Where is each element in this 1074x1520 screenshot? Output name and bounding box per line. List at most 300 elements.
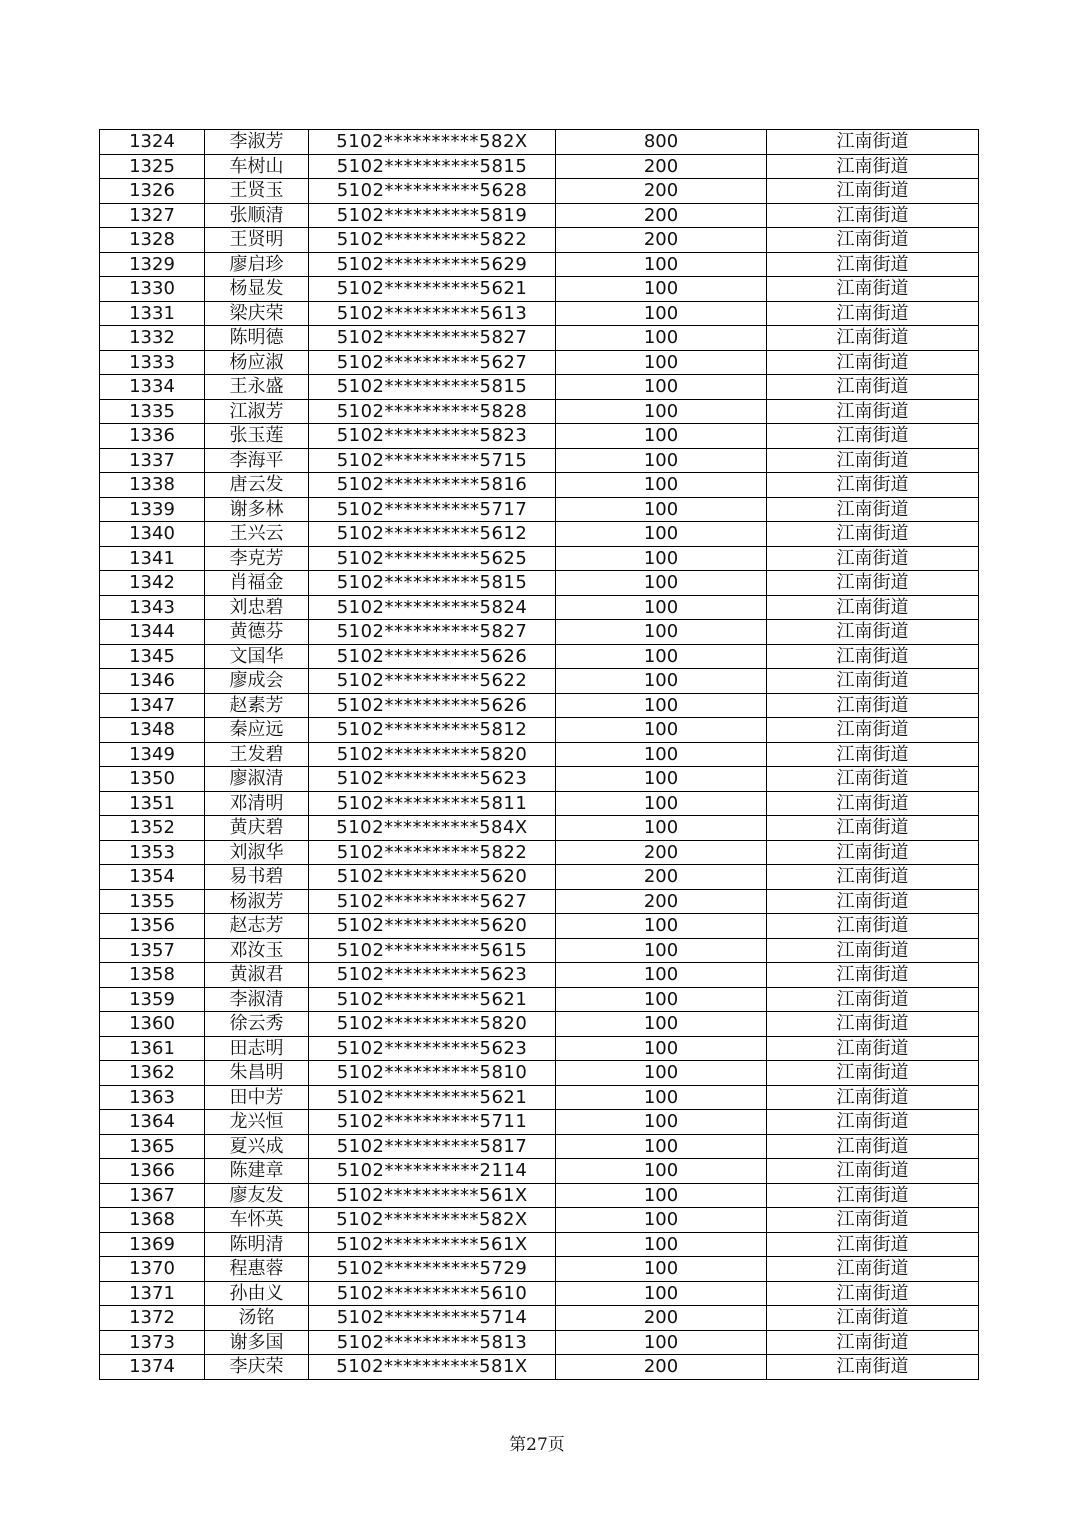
cell-serial-number: 1341 (100, 546, 205, 571)
cell-id-number: 5102**********5819 (309, 203, 556, 228)
cell-id-number: 5102**********5711 (309, 1110, 556, 1135)
cell-amount: 100 (556, 963, 767, 988)
table-row (100, 277, 979, 302)
cell-name: 梁庆荣 (205, 301, 309, 326)
cell-subdistrict: 江南街道 (767, 963, 979, 988)
table-row (100, 522, 979, 547)
cell-subdistrict: 江南街道 (767, 571, 979, 596)
cell-amount: 100 (556, 742, 767, 767)
table-row (100, 987, 979, 1012)
table-row (100, 448, 979, 473)
cell-serial-number: 1362 (100, 1061, 205, 1086)
table-row (100, 1061, 979, 1086)
cell-id-number: 5102**********5815 (309, 571, 556, 596)
cell-amount: 100 (556, 1036, 767, 1061)
cell-subdistrict: 江南街道 (767, 767, 979, 792)
cell-id-number: 5102**********5612 (309, 522, 556, 547)
cell-amount: 200 (556, 889, 767, 914)
cell-subdistrict: 江南街道 (767, 1134, 979, 1159)
cell-amount: 100 (556, 595, 767, 620)
cell-id-number: 5102**********5811 (309, 791, 556, 816)
cell-subdistrict: 江南街道 (767, 1208, 979, 1233)
table-row (100, 767, 979, 792)
cell-name: 陈建章 (205, 1159, 309, 1184)
cell-name: 龙兴恒 (205, 1110, 309, 1135)
cell-serial-number: 1371 (100, 1281, 205, 1306)
cell-name: 赵素芳 (205, 693, 309, 718)
cell-amount: 100 (556, 252, 767, 277)
cell-id-number: 5102**********581X (309, 1355, 556, 1380)
table-row (100, 1232, 979, 1257)
cell-amount: 100 (556, 987, 767, 1012)
cell-name: 肖福金 (205, 571, 309, 596)
cell-subdistrict: 江南街道 (767, 1061, 979, 1086)
cell-name: 谢多国 (205, 1330, 309, 1355)
cell-id-number: 5102**********561X (309, 1183, 556, 1208)
cell-serial-number: 1337 (100, 448, 205, 473)
table-row (100, 840, 979, 865)
cell-subdistrict: 江南街道 (767, 424, 979, 449)
table-row (100, 914, 979, 939)
cell-serial-number: 1370 (100, 1257, 205, 1282)
cell-id-number: 5102**********5621 (309, 987, 556, 1012)
cell-amount: 100 (556, 522, 767, 547)
table-row (100, 326, 979, 351)
cell-amount: 100 (556, 1281, 767, 1306)
cell-name: 谢多林 (205, 497, 309, 522)
table-row (100, 154, 979, 179)
cell-id-number: 5102**********5820 (309, 742, 556, 767)
cell-name: 车树山 (205, 154, 309, 179)
cell-name: 刘忠碧 (205, 595, 309, 620)
table-row (100, 1159, 979, 1184)
cell-serial-number: 1336 (100, 424, 205, 449)
table-row (100, 350, 979, 375)
cell-name: 廖启珍 (205, 252, 309, 277)
cell-id-number: 5102**********5828 (309, 399, 556, 424)
cell-amount: 100 (556, 1061, 767, 1086)
cell-amount: 100 (556, 1134, 767, 1159)
cell-subdistrict: 江南街道 (767, 1012, 979, 1037)
cell-serial-number: 1344 (100, 620, 205, 645)
table-row (100, 669, 979, 694)
cell-subdistrict: 江南街道 (767, 497, 979, 522)
table-row (100, 1281, 979, 1306)
cell-amount: 100 (556, 1330, 767, 1355)
cell-subdistrict: 江南街道 (767, 595, 979, 620)
cell-amount: 100 (556, 375, 767, 400)
cell-subdistrict: 江南街道 (767, 301, 979, 326)
cell-name: 田中芳 (205, 1085, 309, 1110)
cell-serial-number: 1339 (100, 497, 205, 522)
table-row (100, 1085, 979, 1110)
cell-name: 张顺清 (205, 203, 309, 228)
table-body (100, 130, 979, 1380)
cell-amount: 100 (556, 350, 767, 375)
table-row (100, 1330, 979, 1355)
cell-name: 李海平 (205, 448, 309, 473)
table-row (100, 130, 979, 155)
cell-id-number: 5102**********5621 (309, 1085, 556, 1110)
cell-subdistrict: 江南街道 (767, 546, 979, 571)
cell-subdistrict: 江南街道 (767, 987, 979, 1012)
cell-subdistrict: 江南街道 (767, 522, 979, 547)
cell-serial-number: 1359 (100, 987, 205, 1012)
cell-amount: 100 (556, 301, 767, 326)
cell-subdistrict: 江南街道 (767, 375, 979, 400)
cell-serial-number: 1327 (100, 203, 205, 228)
cell-id-number: 5102**********5822 (309, 228, 556, 253)
cell-amount: 100 (556, 1183, 767, 1208)
cell-name: 杨淑芳 (205, 889, 309, 914)
cell-id-number: 5102**********5615 (309, 938, 556, 963)
table-row (100, 252, 979, 277)
cell-subdistrict: 江南街道 (767, 1183, 979, 1208)
cell-name: 黄德芬 (205, 620, 309, 645)
cell-name: 邓汝玉 (205, 938, 309, 963)
cell-subdistrict: 江南街道 (767, 1159, 979, 1184)
cell-name: 汤铭 (205, 1306, 309, 1331)
cell-subdistrict: 江南街道 (767, 1257, 979, 1282)
cell-name: 李克芳 (205, 546, 309, 571)
cell-amount: 100 (556, 399, 767, 424)
cell-amount: 100 (556, 1012, 767, 1037)
cell-serial-number: 1367 (100, 1183, 205, 1208)
cell-subdistrict: 江南街道 (767, 179, 979, 204)
table-row (100, 889, 979, 914)
cell-serial-number: 1324 (100, 130, 205, 155)
cell-serial-number: 1331 (100, 301, 205, 326)
cell-name: 江淑芳 (205, 399, 309, 424)
cell-subdistrict: 江南街道 (767, 130, 979, 155)
cell-serial-number: 1351 (100, 791, 205, 816)
cell-serial-number: 1334 (100, 375, 205, 400)
cell-name: 王发碧 (205, 742, 309, 767)
beneficiary-table (99, 129, 979, 1380)
cell-name: 朱昌明 (205, 1061, 309, 1086)
cell-id-number: 5102**********5820 (309, 1012, 556, 1037)
cell-serial-number: 1356 (100, 914, 205, 939)
cell-id-number: 5102**********5812 (309, 718, 556, 743)
cell-id-number: 5102**********5623 (309, 1036, 556, 1061)
cell-amount: 100 (556, 791, 767, 816)
cell-id-number: 5102**********5810 (309, 1061, 556, 1086)
cell-id-number: 5102**********5626 (309, 644, 556, 669)
cell-name: 田志明 (205, 1036, 309, 1061)
cell-id-number: 5102**********5620 (309, 865, 556, 890)
cell-subdistrict: 江南街道 (767, 350, 979, 375)
cell-name: 王贤明 (205, 228, 309, 253)
cell-serial-number: 1345 (100, 644, 205, 669)
cell-name: 杨应淑 (205, 350, 309, 375)
cell-amount: 200 (556, 1306, 767, 1331)
table-row (100, 1183, 979, 1208)
cell-id-number: 5102**********2114 (309, 1159, 556, 1184)
cell-serial-number: 1346 (100, 669, 205, 694)
cell-amount: 100 (556, 546, 767, 571)
cell-serial-number: 1369 (100, 1232, 205, 1257)
cell-subdistrict: 江南街道 (767, 1110, 979, 1135)
cell-id-number: 5102**********5729 (309, 1257, 556, 1282)
cell-amount: 200 (556, 179, 767, 204)
cell-serial-number: 1338 (100, 473, 205, 498)
cell-name: 徐云秀 (205, 1012, 309, 1037)
cell-name: 杨显发 (205, 277, 309, 302)
cell-subdistrict: 江南街道 (767, 473, 979, 498)
cell-id-number: 5102**********582X (309, 1208, 556, 1233)
cell-amount: 100 (556, 473, 767, 498)
cell-serial-number: 1366 (100, 1159, 205, 1184)
cell-name: 廖淑清 (205, 767, 309, 792)
cell-id-number: 5102**********5813 (309, 1330, 556, 1355)
table-row (100, 620, 979, 645)
cell-id-number: 5102**********5625 (309, 546, 556, 571)
table-row (100, 1036, 979, 1061)
cell-amount: 100 (556, 1232, 767, 1257)
cell-subdistrict: 江南街道 (767, 693, 979, 718)
cell-serial-number: 1363 (100, 1085, 205, 1110)
cell-subdistrict: 江南街道 (767, 791, 979, 816)
cell-serial-number: 1340 (100, 522, 205, 547)
table-row (100, 1306, 979, 1331)
cell-id-number: 5102**********5622 (309, 669, 556, 694)
cell-amount: 100 (556, 1208, 767, 1233)
cell-serial-number: 1325 (100, 154, 205, 179)
cell-subdistrict: 江南街道 (767, 448, 979, 473)
cell-subdistrict: 江南街道 (767, 938, 979, 963)
cell-amount: 100 (556, 1257, 767, 1282)
cell-subdistrict: 江南街道 (767, 203, 979, 228)
cell-subdistrict: 江南街道 (767, 252, 979, 277)
cell-id-number: 5102**********5623 (309, 963, 556, 988)
cell-serial-number: 1373 (100, 1330, 205, 1355)
cell-id-number: 5102**********584X (309, 816, 556, 841)
cell-subdistrict: 江南街道 (767, 326, 979, 351)
cell-name: 李淑芳 (205, 130, 309, 155)
cell-name: 王永盛 (205, 375, 309, 400)
cell-name: 陈明德 (205, 326, 309, 351)
cell-name: 廖友发 (205, 1183, 309, 1208)
table-row (100, 595, 979, 620)
cell-serial-number: 1329 (100, 252, 205, 277)
cell-name: 秦应远 (205, 718, 309, 743)
cell-subdistrict: 江南街道 (767, 228, 979, 253)
cell-id-number: 5102**********5714 (309, 1306, 556, 1331)
page-number: 第27页 (509, 1435, 565, 1455)
cell-id-number: 5102**********5627 (309, 889, 556, 914)
cell-id-number: 5102**********5815 (309, 375, 556, 400)
cell-name: 李庆荣 (205, 1355, 309, 1380)
cell-name: 文国华 (205, 644, 309, 669)
cell-serial-number: 1358 (100, 963, 205, 988)
table-row (100, 497, 979, 522)
cell-subdistrict: 江南街道 (767, 1330, 979, 1355)
cell-serial-number: 1350 (100, 767, 205, 792)
cell-name: 张玉莲 (205, 424, 309, 449)
table-row (100, 571, 979, 596)
table-row (100, 1208, 979, 1233)
cell-id-number: 5102**********5626 (309, 693, 556, 718)
table-row (100, 203, 979, 228)
table-row (100, 1134, 979, 1159)
cell-amount: 100 (556, 1110, 767, 1135)
cell-name: 王贤玉 (205, 179, 309, 204)
table-row (100, 865, 979, 890)
cell-id-number: 5102**********561X (309, 1232, 556, 1257)
cell-amount: 100 (556, 718, 767, 743)
cell-amount: 200 (556, 840, 767, 865)
cell-name: 邓清明 (205, 791, 309, 816)
cell-subdistrict: 江南街道 (767, 277, 979, 302)
cell-id-number: 5102**********5823 (309, 424, 556, 449)
table-row (100, 399, 979, 424)
cell-serial-number: 1368 (100, 1208, 205, 1233)
cell-serial-number: 1354 (100, 865, 205, 890)
cell-serial-number: 1355 (100, 889, 205, 914)
cell-id-number: 5102**********5628 (309, 179, 556, 204)
table-row (100, 963, 979, 988)
cell-subdistrict: 江南街道 (767, 1036, 979, 1061)
cell-amount: 200 (556, 865, 767, 890)
cell-id-number: 5102**********5715 (309, 448, 556, 473)
cell-subdistrict: 江南街道 (767, 914, 979, 939)
cell-amount: 100 (556, 693, 767, 718)
table-row (100, 1257, 979, 1282)
cell-amount: 200 (556, 1355, 767, 1380)
table-row (100, 301, 979, 326)
cell-id-number: 5102**********5822 (309, 840, 556, 865)
cell-amount: 100 (556, 1159, 767, 1184)
cell-id-number: 5102**********5827 (309, 620, 556, 645)
cell-serial-number: 1328 (100, 228, 205, 253)
cell-subdistrict: 江南街道 (767, 1085, 979, 1110)
cell-serial-number: 1342 (100, 571, 205, 596)
cell-amount: 100 (556, 816, 767, 841)
table-row (100, 644, 979, 669)
cell-amount: 100 (556, 620, 767, 645)
table-row (100, 718, 979, 743)
cell-serial-number: 1349 (100, 742, 205, 767)
cell-subdistrict: 江南街道 (767, 620, 979, 645)
cell-name: 黄庆碧 (205, 816, 309, 841)
cell-subdistrict: 江南街道 (767, 889, 979, 914)
table-row (100, 424, 979, 449)
cell-name: 孙由义 (205, 1281, 309, 1306)
cell-subdistrict: 江南街道 (767, 1281, 979, 1306)
table-row (100, 546, 979, 571)
cell-id-number: 5102**********5717 (309, 497, 556, 522)
table-row (100, 473, 979, 498)
cell-serial-number: 1332 (100, 326, 205, 351)
cell-serial-number: 1333 (100, 350, 205, 375)
table-row (100, 375, 979, 400)
cell-id-number: 5102**********5621 (309, 277, 556, 302)
cell-serial-number: 1353 (100, 840, 205, 865)
cell-name: 唐云发 (205, 473, 309, 498)
cell-id-number: 5102**********5815 (309, 154, 556, 179)
cell-id-number: 5102**********5610 (309, 1281, 556, 1306)
cell-serial-number: 1365 (100, 1134, 205, 1159)
cell-amount: 100 (556, 669, 767, 694)
cell-serial-number: 1361 (100, 1036, 205, 1061)
cell-name: 程惠蓉 (205, 1257, 309, 1282)
cell-amount: 200 (556, 228, 767, 253)
cell-name: 廖成会 (205, 669, 309, 694)
table-row (100, 742, 979, 767)
table-row (100, 228, 979, 253)
cell-name: 李淑清 (205, 987, 309, 1012)
cell-name: 夏兴成 (205, 1134, 309, 1159)
cell-id-number: 5102**********5629 (309, 252, 556, 277)
cell-subdistrict: 江南街道 (767, 816, 979, 841)
cell-amount: 100 (556, 424, 767, 449)
cell-amount: 200 (556, 154, 767, 179)
cell-serial-number: 1357 (100, 938, 205, 963)
cell-subdistrict: 江南街道 (767, 742, 979, 767)
table-row (100, 1355, 979, 1380)
cell-amount: 800 (556, 130, 767, 155)
cell-id-number: 5102**********5816 (309, 473, 556, 498)
cell-amount: 200 (556, 203, 767, 228)
cell-name: 易书碧 (205, 865, 309, 890)
cell-amount: 100 (556, 326, 767, 351)
cell-serial-number: 1326 (100, 179, 205, 204)
cell-name: 黄淑君 (205, 963, 309, 988)
cell-serial-number: 1343 (100, 595, 205, 620)
cell-amount: 100 (556, 1085, 767, 1110)
cell-amount: 100 (556, 448, 767, 473)
cell-subdistrict: 江南街道 (767, 1232, 979, 1257)
cell-id-number: 5102**********5817 (309, 1134, 556, 1159)
cell-serial-number: 1352 (100, 816, 205, 841)
cell-amount: 100 (556, 497, 767, 522)
cell-name: 刘淑华 (205, 840, 309, 865)
cell-id-number: 5102**********5620 (309, 914, 556, 939)
cell-serial-number: 1374 (100, 1355, 205, 1380)
table-row (100, 791, 979, 816)
table-row (100, 179, 979, 204)
cell-serial-number: 1335 (100, 399, 205, 424)
table-row (100, 816, 979, 841)
cell-id-number: 5102**********5824 (309, 595, 556, 620)
cell-id-number: 5102**********5627 (309, 350, 556, 375)
cell-amount: 100 (556, 644, 767, 669)
cell-subdistrict: 江南街道 (767, 644, 979, 669)
table-row (100, 1012, 979, 1037)
cell-subdistrict: 江南街道 (767, 669, 979, 694)
cell-id-number: 5102**********5613 (309, 301, 556, 326)
cell-subdistrict: 江南街道 (767, 865, 979, 890)
cell-subdistrict: 江南街道 (767, 1306, 979, 1331)
cell-subdistrict: 江南街道 (767, 399, 979, 424)
cell-subdistrict: 江南街道 (767, 1355, 979, 1380)
cell-subdistrict: 江南街道 (767, 718, 979, 743)
cell-name: 陈明清 (205, 1232, 309, 1257)
cell-serial-number: 1364 (100, 1110, 205, 1135)
table-row (100, 938, 979, 963)
cell-serial-number: 1348 (100, 718, 205, 743)
cell-subdistrict: 江南街道 (767, 154, 979, 179)
cell-subdistrict: 江南街道 (767, 840, 979, 865)
table-row (100, 1110, 979, 1135)
cell-amount: 100 (556, 914, 767, 939)
table-row (100, 693, 979, 718)
cell-amount: 100 (556, 938, 767, 963)
cell-amount: 100 (556, 277, 767, 302)
cell-id-number: 5102**********5827 (309, 326, 556, 351)
cell-id-number: 5102**********5623 (309, 767, 556, 792)
cell-name: 赵志芳 (205, 914, 309, 939)
